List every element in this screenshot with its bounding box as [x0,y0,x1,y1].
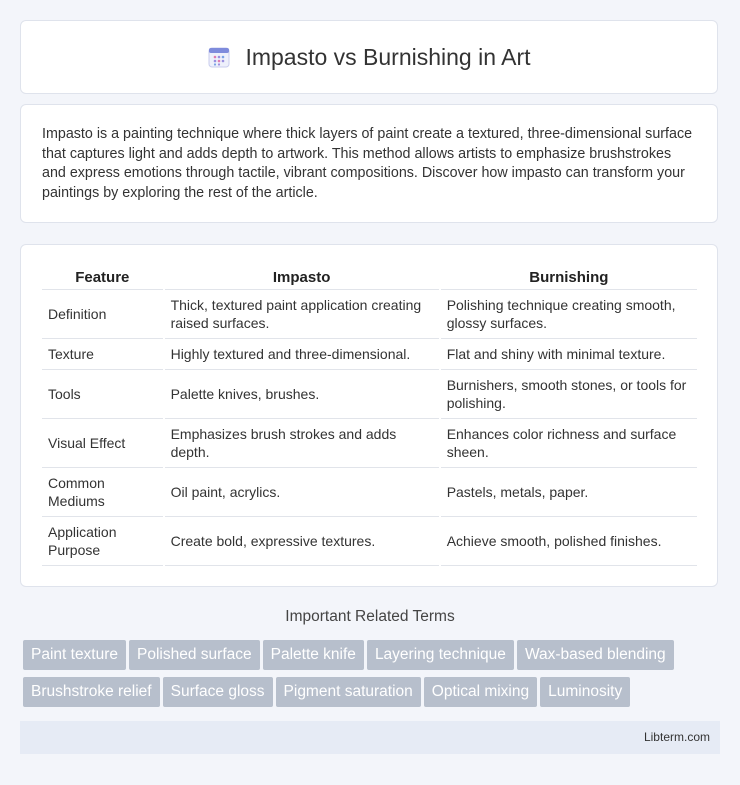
table-cell: Oil paint, acrylics. [165,468,439,517]
table-cell: Visual Effect [42,419,163,468]
table-row [42,419,697,468]
table-row [42,468,697,517]
table-cell: Emphasizes brush strokes and adds depth. [165,419,439,468]
column-header-burnishing: Burnishing [441,265,697,290]
related-term-tag[interactable]: Brushstroke relief [23,677,160,707]
related-term-tag[interactable]: Palette knife [263,640,364,670]
table-cell: Enhances color richness and surface sheen. [441,419,697,468]
footer [20,721,720,754]
related-terms-title: Important Related Terms [285,608,455,625]
table-cell: Create bold, expressive textures. [165,517,439,566]
column-header-feature: Feature [42,265,163,290]
comparison-card [20,244,718,587]
related-term-tag[interactable]: Polished surface [129,640,260,670]
table-cell: Application Purpose [42,517,163,566]
table-cell: Texture [42,339,163,370]
related-term-tag[interactable]: Luminosity [540,677,630,707]
table-row [42,517,697,566]
table-row [42,290,697,339]
table-cell: Tools [42,370,163,419]
intro-text: Impasto is a painting technique where thick layers of paint create a textured, three-dimensional surface that captures light and adds depth to artwork. This method allows artists to emphasize brushstrokes and express emotions through tactile, vibrant compositions. Discover how impasto can transform your paintings by exploring the rest of the article. [42,126,693,201]
header-card [20,20,718,94]
column-header-impasto: Impasto [165,265,439,290]
comparison-table [40,265,699,566]
related-term-tag[interactable]: Wax-based blending [517,640,674,670]
related-terms-list [23,640,723,714]
table-cell: Palette knives, brushes. [165,370,439,419]
table-cell: Polishing technique creating smooth, glossy surfaces. [441,290,697,339]
table-cell: Achieve smooth, polished finishes. [441,517,697,566]
table-cell: Thick, textured paint application creating raised surfaces. [165,290,439,339]
related-term-tag[interactable]: Optical mixing [424,677,537,707]
table-cell: Pastels, metals, paper. [441,468,697,517]
related-term-tag[interactable]: Paint texture [23,640,126,670]
related-term-tag[interactable]: Layering technique [367,640,514,670]
table-cell: Definition [42,290,163,339]
related-term-tag[interactable]: Pigment saturation [276,677,421,707]
table-header-row [42,265,697,290]
table-cell: Burnishers, smooth stones, or tools for polishing. [441,370,697,419]
intro-card [20,104,718,223]
table-row [42,370,697,419]
related-term-tag[interactable]: Surface gloss [163,677,273,707]
footer-site-link[interactable]: Libterm.com [643,730,710,744]
table-cell: Common Mediums [42,468,163,517]
table-cell: Flat and shiny with minimal texture. [441,339,697,370]
table-cell: Highly textured and three-dimensional. [165,339,439,370]
page-title: Impasto vs Burnishing in Art [245,43,531,70]
calendar-icon [207,45,231,69]
table-row [42,339,697,370]
